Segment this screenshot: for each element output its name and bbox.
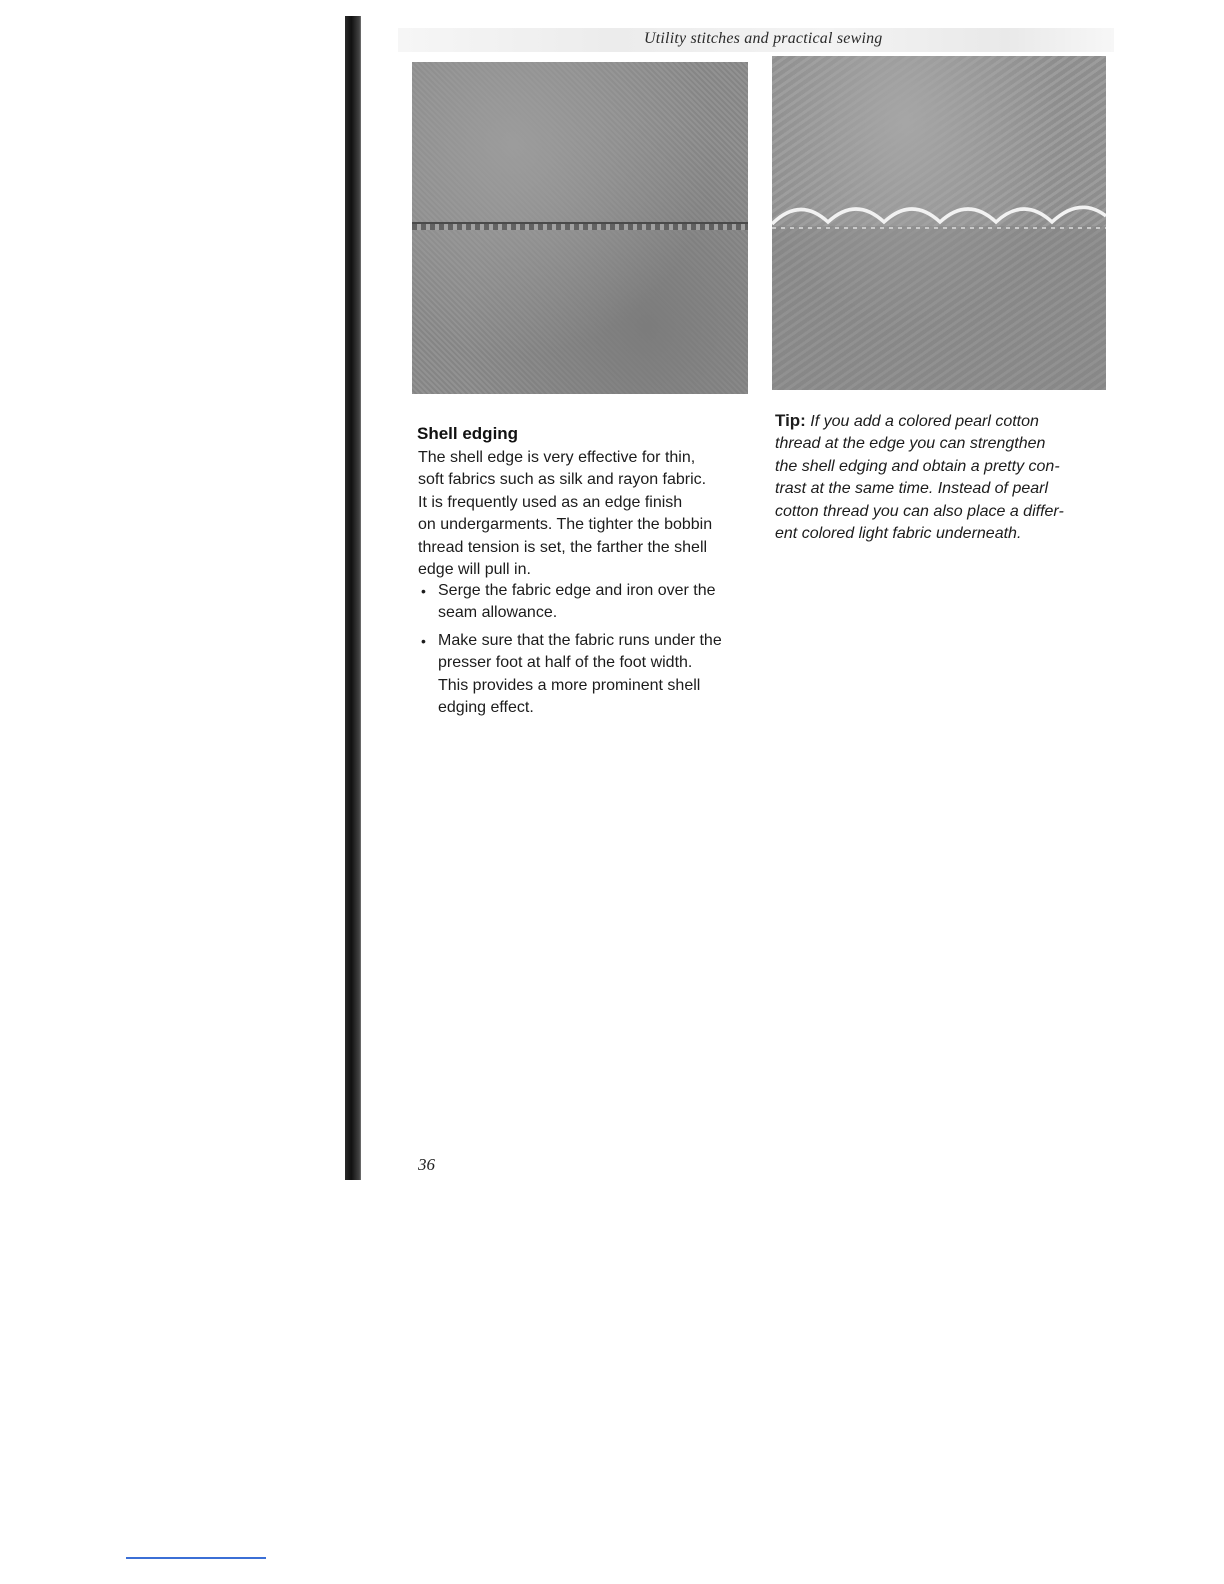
photo-seam-sample <box>412 62 748 394</box>
paragraph-line: The shell edge is very effective for thin, <box>418 449 696 466</box>
tip-line: the shell edging and obtain a pretty con- <box>775 457 1060 475</box>
tip-line: trast at the same time. Instead of pearl <box>775 480 1049 498</box>
list-item <box>418 630 768 720</box>
photo-shell-edging-sample <box>772 56 1106 390</box>
shell-scallop-thread <box>772 207 1106 224</box>
paragraph-line: on undergarments. The tighter the bobbin <box>418 516 713 534</box>
bullet-icon: • <box>421 632 426 649</box>
list-item-line: Serge the fabric edge and iron over the <box>438 582 716 599</box>
paragraph-line: thread tension is set, the farther the shell <box>418 538 708 556</box>
tip-text-start: If you add a colored pearl cotton <box>805 413 1039 430</box>
shell-edge-stitching <box>772 56 1106 390</box>
list-item-line: This provides a more prominent shell <box>438 676 701 694</box>
tip-box <box>775 410 1115 545</box>
list-item-line: edging effect. <box>438 699 534 717</box>
tip-line: cotton thread you can also place a differ- <box>775 502 1064 520</box>
list-item <box>418 580 768 625</box>
seam-stitch-line <box>412 224 748 230</box>
fabric-lower-shade <box>772 226 1106 390</box>
tip-label: Tip: <box>775 411 806 430</box>
bullet-icon: • <box>421 583 426 599</box>
list-item-line: seam allowance. <box>438 604 558 622</box>
tip-line: thread at the edge you can strengthen <box>775 435 1046 453</box>
paragraph-line: edge will pull in. <box>418 561 531 579</box>
list-item-line: presser foot at half of the foot width. <box>438 654 693 672</box>
section-heading: Shell edging <box>417 424 519 443</box>
instruction-list <box>418 580 768 724</box>
tip-first-line <box>775 410 1115 433</box>
binding-edge <box>345 16 361 1180</box>
paragraph-line: soft fabrics such as silk and rayon fabric. <box>418 471 707 489</box>
page-number: 36 <box>418 1155 435 1174</box>
list-item-line: Make sure that the fabric runs under the <box>438 631 722 649</box>
paragraph-line: It is frequently used as an edge finish <box>418 493 683 511</box>
section-paragraph <box>418 447 758 581</box>
footer-rule <box>126 1557 266 1559</box>
tip-line: ent colored light fabric underneath. <box>775 525 1022 543</box>
running-head: Utility stitches and practical sewing <box>644 30 883 47</box>
